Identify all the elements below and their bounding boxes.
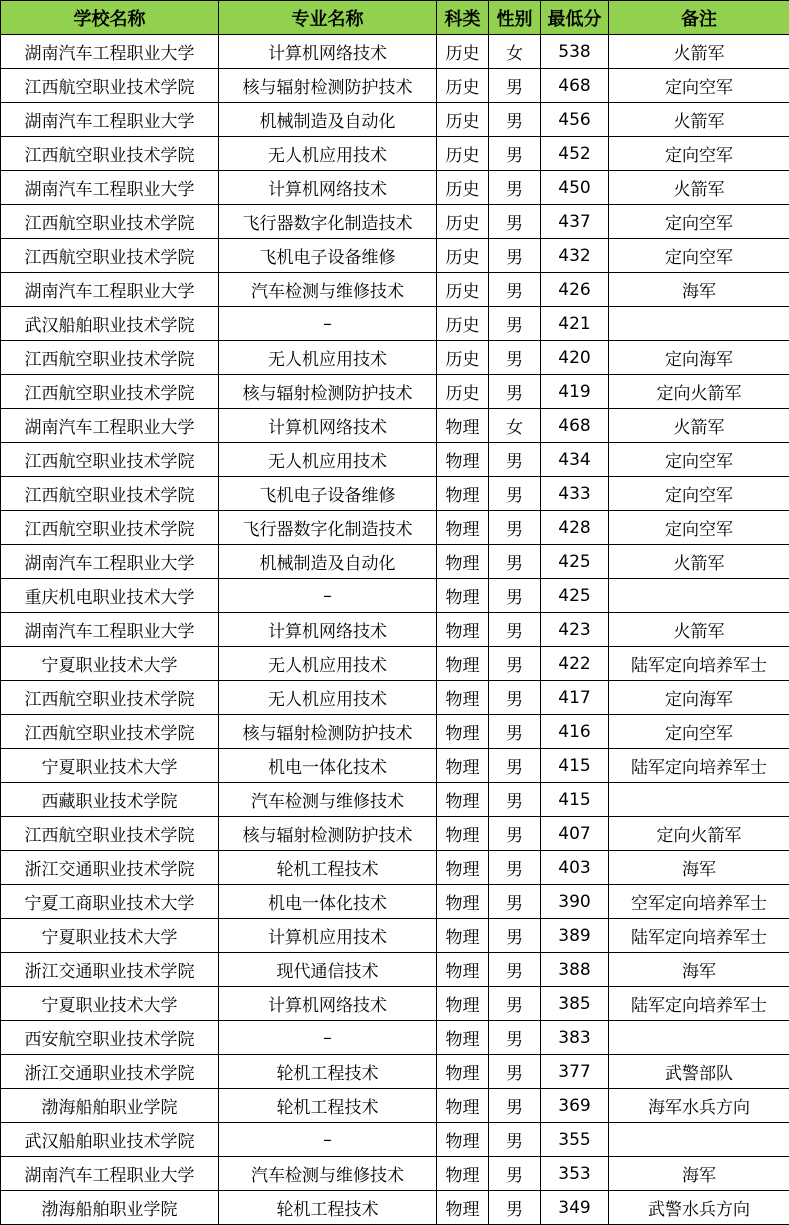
cell-category: 物理 bbox=[437, 1157, 489, 1191]
cell-remarks: 定向空军 bbox=[609, 477, 789, 511]
table-row bbox=[1, 1157, 789, 1191]
cell-remarks: 定向空军 bbox=[609, 715, 789, 749]
cell-min-score: 388 bbox=[541, 953, 609, 987]
cell-category: 历史 bbox=[437, 35, 489, 69]
cell-school: 宁夏职业技术大学 bbox=[1, 749, 219, 783]
cell-min-score: 423 bbox=[541, 613, 609, 647]
header-gender: 性别 bbox=[489, 1, 541, 35]
cell-category: 历史 bbox=[437, 307, 489, 341]
cell-major: 核与辐射检测防护技术 bbox=[219, 375, 437, 409]
table-row bbox=[1, 783, 789, 817]
table-row bbox=[1, 443, 789, 477]
cell-remarks: 火箭军 bbox=[609, 613, 789, 647]
cell-major: 无人机应用技术 bbox=[219, 647, 437, 681]
cell-school: 渤海船舶职业学院 bbox=[1, 1089, 219, 1123]
cell-category: 历史 bbox=[437, 103, 489, 137]
cell-school: 渤海船舶职业学院 bbox=[1, 1191, 219, 1225]
cell-school: 重庆机电职业技术大学 bbox=[1, 579, 219, 613]
header-min-score: 最低分 bbox=[541, 1, 609, 35]
table-row bbox=[1, 919, 789, 953]
cell-school: 湖南汽车工程职业大学 bbox=[1, 35, 219, 69]
table-row bbox=[1, 171, 789, 205]
table-row bbox=[1, 885, 789, 919]
cell-category: 物理 bbox=[437, 1055, 489, 1089]
cell-major: 轮机工程技术 bbox=[219, 1191, 437, 1225]
cell-major: 无人机应用技术 bbox=[219, 681, 437, 715]
cell-school: 江西航空职业技术学院 bbox=[1, 69, 219, 103]
table-row bbox=[1, 273, 789, 307]
header-row bbox=[1, 1, 789, 35]
cell-min-score: 377 bbox=[541, 1055, 609, 1089]
cell-category: 物理 bbox=[437, 1191, 489, 1225]
cell-school: 江西航空职业技术学院 bbox=[1, 817, 219, 851]
cell-min-score: 420 bbox=[541, 341, 609, 375]
cell-gender: 男 bbox=[489, 375, 541, 409]
cell-category: 物理 bbox=[437, 511, 489, 545]
table-row bbox=[1, 613, 789, 647]
cell-min-score: 434 bbox=[541, 443, 609, 477]
cell-remarks: 陆军定向培养军士 bbox=[609, 987, 789, 1021]
table-row bbox=[1, 307, 789, 341]
cell-category: 历史 bbox=[437, 341, 489, 375]
header-category: 科类 bbox=[437, 1, 489, 35]
cell-school: 湖南汽车工程职业大学 bbox=[1, 273, 219, 307]
table-row bbox=[1, 681, 789, 715]
cell-remarks: 空军定向培养军士 bbox=[609, 885, 789, 919]
cell-school: 浙江交通职业技术学院 bbox=[1, 851, 219, 885]
cell-school: 江西航空职业技术学院 bbox=[1, 341, 219, 375]
cell-min-score: 468 bbox=[541, 409, 609, 443]
cell-remarks: 陆军定向培养军士 bbox=[609, 749, 789, 783]
header-major: 专业名称 bbox=[219, 1, 437, 35]
cell-remarks: 定向火箭军 bbox=[609, 375, 789, 409]
cell-gender: 男 bbox=[489, 511, 541, 545]
cell-remarks: 武警水兵方向 bbox=[609, 1191, 789, 1225]
cell-category: 物理 bbox=[437, 817, 489, 851]
cell-gender: 男 bbox=[489, 477, 541, 511]
cell-school: 江西航空职业技术学院 bbox=[1, 205, 219, 239]
cell-major: 轮机工程技术 bbox=[219, 851, 437, 885]
cell-category: 物理 bbox=[437, 681, 489, 715]
cell-remarks: 武警部队 bbox=[609, 1055, 789, 1089]
table-row bbox=[1, 987, 789, 1021]
cell-school: 江西航空职业技术学院 bbox=[1, 511, 219, 545]
cell-remarks: 定向空军 bbox=[609, 443, 789, 477]
cell-category: 物理 bbox=[437, 1089, 489, 1123]
cell-major: 飞机电子设备维修 bbox=[219, 477, 437, 511]
cell-min-score: 433 bbox=[541, 477, 609, 511]
cell-school: 湖南汽车工程职业大学 bbox=[1, 103, 219, 137]
cell-gender: 男 bbox=[489, 1123, 541, 1157]
cell-school: 湖南汽车工程职业大学 bbox=[1, 545, 219, 579]
cell-remarks: 海军水兵方向 bbox=[609, 1089, 789, 1123]
cell-category: 历史 bbox=[437, 69, 489, 103]
cell-major: – bbox=[219, 307, 437, 341]
cell-school: 江西航空职业技术学院 bbox=[1, 681, 219, 715]
cell-category: 物理 bbox=[437, 579, 489, 613]
cell-gender: 男 bbox=[489, 205, 541, 239]
cell-major: 核与辐射检测防护技术 bbox=[219, 817, 437, 851]
cell-major: 现代通信技术 bbox=[219, 953, 437, 987]
cell-min-score: 369 bbox=[541, 1089, 609, 1123]
cell-gender: 男 bbox=[489, 1089, 541, 1123]
cell-major: – bbox=[219, 1021, 437, 1055]
cell-category: 物理 bbox=[437, 749, 489, 783]
cell-gender: 男 bbox=[489, 341, 541, 375]
cell-major: 汽车检测与维修技术 bbox=[219, 783, 437, 817]
cell-min-score: 421 bbox=[541, 307, 609, 341]
table-row bbox=[1, 35, 789, 69]
cell-remarks: 定向空军 bbox=[609, 69, 789, 103]
cell-gender: 男 bbox=[489, 273, 541, 307]
cell-min-score: 538 bbox=[541, 35, 609, 69]
cell-major: 飞行器数字化制造技术 bbox=[219, 511, 437, 545]
cell-gender: 女 bbox=[489, 35, 541, 69]
cell-category: 物理 bbox=[437, 783, 489, 817]
table-row bbox=[1, 953, 789, 987]
cell-school: 江西航空职业技术学院 bbox=[1, 137, 219, 171]
cell-gender: 男 bbox=[489, 987, 541, 1021]
cell-school: 江西航空职业技术学院 bbox=[1, 375, 219, 409]
cell-gender: 女 bbox=[489, 409, 541, 443]
cell-min-score: 383 bbox=[541, 1021, 609, 1055]
cell-gender: 男 bbox=[489, 715, 541, 749]
table-row bbox=[1, 1055, 789, 1089]
cell-gender: 男 bbox=[489, 545, 541, 579]
cell-remarks: 定向火箭军 bbox=[609, 817, 789, 851]
cell-gender: 男 bbox=[489, 613, 541, 647]
cell-remarks bbox=[609, 783, 789, 817]
cell-major: 无人机应用技术 bbox=[219, 137, 437, 171]
cell-min-score: 428 bbox=[541, 511, 609, 545]
cell-school: 武汉船舶职业技术学院 bbox=[1, 307, 219, 341]
cell-gender: 男 bbox=[489, 817, 541, 851]
cell-major: 计算机网络技术 bbox=[219, 613, 437, 647]
cell-remarks bbox=[609, 1123, 789, 1157]
cell-gender: 男 bbox=[489, 885, 541, 919]
table-row bbox=[1, 647, 789, 681]
cell-category: 物理 bbox=[437, 1123, 489, 1157]
cell-min-score: 385 bbox=[541, 987, 609, 1021]
table-row bbox=[1, 137, 789, 171]
cell-major: 轮机工程技术 bbox=[219, 1055, 437, 1089]
table-row bbox=[1, 511, 789, 545]
cell-gender: 男 bbox=[489, 307, 541, 341]
cell-category: 历史 bbox=[437, 273, 489, 307]
cell-school: 江西航空职业技术学院 bbox=[1, 239, 219, 273]
cell-gender: 男 bbox=[489, 851, 541, 885]
header-school: 学校名称 bbox=[1, 1, 219, 35]
cell-category: 历史 bbox=[437, 375, 489, 409]
cell-major: 核与辐射检测防护技术 bbox=[219, 69, 437, 103]
cell-school: 武汉船舶职业技术学院 bbox=[1, 1123, 219, 1157]
cell-major: 无人机应用技术 bbox=[219, 443, 437, 477]
cell-school: 宁夏职业技术大学 bbox=[1, 987, 219, 1021]
table-row bbox=[1, 69, 789, 103]
cell-min-score: 417 bbox=[541, 681, 609, 715]
cell-min-score: 389 bbox=[541, 919, 609, 953]
cell-remarks: 定向海军 bbox=[609, 341, 789, 375]
cell-remarks: 定向空军 bbox=[609, 511, 789, 545]
header-remarks: 备注 bbox=[609, 1, 789, 35]
cell-major: 机械制造及自动化 bbox=[219, 545, 437, 579]
cell-major: 机电一体化技术 bbox=[219, 885, 437, 919]
cell-category: 物理 bbox=[437, 953, 489, 987]
cell-school: 湖南汽车工程职业大学 bbox=[1, 613, 219, 647]
table-row bbox=[1, 1021, 789, 1055]
cell-remarks: 海军 bbox=[609, 851, 789, 885]
cell-school: 江西航空职业技术学院 bbox=[1, 477, 219, 511]
cell-remarks: 陆军定向培养军士 bbox=[609, 647, 789, 681]
table-row bbox=[1, 817, 789, 851]
cell-min-score: 432 bbox=[541, 239, 609, 273]
cell-school: 湖南汽车工程职业大学 bbox=[1, 409, 219, 443]
cell-min-score: 390 bbox=[541, 885, 609, 919]
table-header bbox=[1, 1, 789, 35]
cell-gender: 男 bbox=[489, 103, 541, 137]
cell-min-score: 407 bbox=[541, 817, 609, 851]
cell-school: 江西航空职业技术学院 bbox=[1, 715, 219, 749]
cell-school: 宁夏职业技术大学 bbox=[1, 647, 219, 681]
cell-gender: 男 bbox=[489, 749, 541, 783]
cell-gender: 男 bbox=[489, 443, 541, 477]
cell-major: 计算机网络技术 bbox=[219, 409, 437, 443]
cell-major: 计算机应用技术 bbox=[219, 919, 437, 953]
cell-major: 汽车检测与维修技术 bbox=[219, 1157, 437, 1191]
cell-min-score: 419 bbox=[541, 375, 609, 409]
cell-min-score: 349 bbox=[541, 1191, 609, 1225]
cell-category: 物理 bbox=[437, 919, 489, 953]
cell-major: – bbox=[219, 1123, 437, 1157]
table-row bbox=[1, 477, 789, 511]
table-row bbox=[1, 409, 789, 443]
cell-remarks: 海军 bbox=[609, 953, 789, 987]
cell-category: 历史 bbox=[437, 171, 489, 205]
cell-remarks: 定向空军 bbox=[609, 239, 789, 273]
cell-min-score: 353 bbox=[541, 1157, 609, 1191]
cell-gender: 男 bbox=[489, 953, 541, 987]
cell-remarks: 火箭军 bbox=[609, 409, 789, 443]
cell-school: 浙江交通职业技术学院 bbox=[1, 1055, 219, 1089]
cell-gender: 男 bbox=[489, 171, 541, 205]
cell-min-score: 415 bbox=[541, 783, 609, 817]
cell-school: 湖南汽车工程职业大学 bbox=[1, 171, 219, 205]
cell-category: 物理 bbox=[437, 545, 489, 579]
cell-school: 西藏职业技术学院 bbox=[1, 783, 219, 817]
cell-category: 历史 bbox=[437, 239, 489, 273]
cell-gender: 男 bbox=[489, 579, 541, 613]
cell-remarks: 火箭军 bbox=[609, 35, 789, 69]
cell-remarks: 火箭军 bbox=[609, 171, 789, 205]
cell-category: 物理 bbox=[437, 715, 489, 749]
cell-major: 核与辐射检测防护技术 bbox=[219, 715, 437, 749]
table-row bbox=[1, 341, 789, 375]
cell-category: 物理 bbox=[437, 613, 489, 647]
cell-min-score: 426 bbox=[541, 273, 609, 307]
cell-major: 飞行器数字化制造技术 bbox=[219, 205, 437, 239]
cell-min-score: 468 bbox=[541, 69, 609, 103]
cell-gender: 男 bbox=[489, 1055, 541, 1089]
table-row bbox=[1, 239, 789, 273]
cell-category: 物理 bbox=[437, 647, 489, 681]
cell-major: 无人机应用技术 bbox=[219, 341, 437, 375]
cell-major: – bbox=[219, 579, 437, 613]
cell-category: 物理 bbox=[437, 851, 489, 885]
table-row bbox=[1, 103, 789, 137]
table-row bbox=[1, 205, 789, 239]
cell-min-score: 403 bbox=[541, 851, 609, 885]
cell-remarks: 火箭军 bbox=[609, 545, 789, 579]
table-row bbox=[1, 1191, 789, 1225]
cell-major: 计算机网络技术 bbox=[219, 171, 437, 205]
cell-remarks: 定向空军 bbox=[609, 205, 789, 239]
cell-major: 机电一体化技术 bbox=[219, 749, 437, 783]
cell-min-score: 416 bbox=[541, 715, 609, 749]
cell-category: 物理 bbox=[437, 987, 489, 1021]
cell-gender: 男 bbox=[489, 239, 541, 273]
cell-gender: 男 bbox=[489, 681, 541, 715]
cell-category: 物理 bbox=[437, 409, 489, 443]
cell-min-score: 437 bbox=[541, 205, 609, 239]
cell-gender: 男 bbox=[489, 1157, 541, 1191]
cell-major: 计算机网络技术 bbox=[219, 987, 437, 1021]
cell-category: 物理 bbox=[437, 477, 489, 511]
cell-min-score: 456 bbox=[541, 103, 609, 137]
cell-major: 轮机工程技术 bbox=[219, 1089, 437, 1123]
cell-category: 物理 bbox=[437, 1021, 489, 1055]
cell-min-score: 355 bbox=[541, 1123, 609, 1157]
cell-major: 汽车检测与维修技术 bbox=[219, 273, 437, 307]
table-row bbox=[1, 851, 789, 885]
cell-remarks: 海军 bbox=[609, 1157, 789, 1191]
cell-remarks: 定向空军 bbox=[609, 137, 789, 171]
cell-category: 物理 bbox=[437, 885, 489, 919]
cell-remarks: 海军 bbox=[609, 273, 789, 307]
cell-remarks: 火箭军 bbox=[609, 103, 789, 137]
cell-min-score: 415 bbox=[541, 749, 609, 783]
cell-remarks: 陆军定向培养军士 bbox=[609, 919, 789, 953]
cell-min-score: 422 bbox=[541, 647, 609, 681]
table-row bbox=[1, 545, 789, 579]
cell-school: 宁夏工商职业技术大学 bbox=[1, 885, 219, 919]
table-row bbox=[1, 1123, 789, 1157]
table-row bbox=[1, 1089, 789, 1123]
cell-major: 机械制造及自动化 bbox=[219, 103, 437, 137]
cell-school: 江西航空职业技术学院 bbox=[1, 443, 219, 477]
cell-school: 宁夏职业技术大学 bbox=[1, 919, 219, 953]
cell-category: 物理 bbox=[437, 443, 489, 477]
cell-gender: 男 bbox=[489, 783, 541, 817]
table-row bbox=[1, 749, 789, 783]
cell-min-score: 450 bbox=[541, 171, 609, 205]
table-row bbox=[1, 579, 789, 613]
cell-remarks bbox=[609, 307, 789, 341]
cell-gender: 男 bbox=[489, 647, 541, 681]
cell-gender: 男 bbox=[489, 1021, 541, 1055]
cell-gender: 男 bbox=[489, 69, 541, 103]
cell-gender: 男 bbox=[489, 137, 541, 171]
cell-remarks: 定向海军 bbox=[609, 681, 789, 715]
cell-gender: 男 bbox=[489, 1191, 541, 1225]
table-row bbox=[1, 715, 789, 749]
cell-min-score: 425 bbox=[541, 545, 609, 579]
table-body bbox=[1, 35, 789, 1225]
cell-school: 湖南汽车工程职业大学 bbox=[1, 1157, 219, 1191]
cell-major: 计算机网络技术 bbox=[219, 35, 437, 69]
cell-min-score: 452 bbox=[541, 137, 609, 171]
cell-remarks bbox=[609, 579, 789, 613]
cell-major: 飞机电子设备维修 bbox=[219, 239, 437, 273]
cell-category: 历史 bbox=[437, 205, 489, 239]
cell-gender: 男 bbox=[489, 919, 541, 953]
cell-min-score: 425 bbox=[541, 579, 609, 613]
table-row bbox=[1, 375, 789, 409]
cell-category: 历史 bbox=[437, 137, 489, 171]
cell-school: 西安航空职业技术学院 bbox=[1, 1021, 219, 1055]
cell-remarks bbox=[609, 1021, 789, 1055]
cell-school: 浙江交通职业技术学院 bbox=[1, 953, 219, 987]
